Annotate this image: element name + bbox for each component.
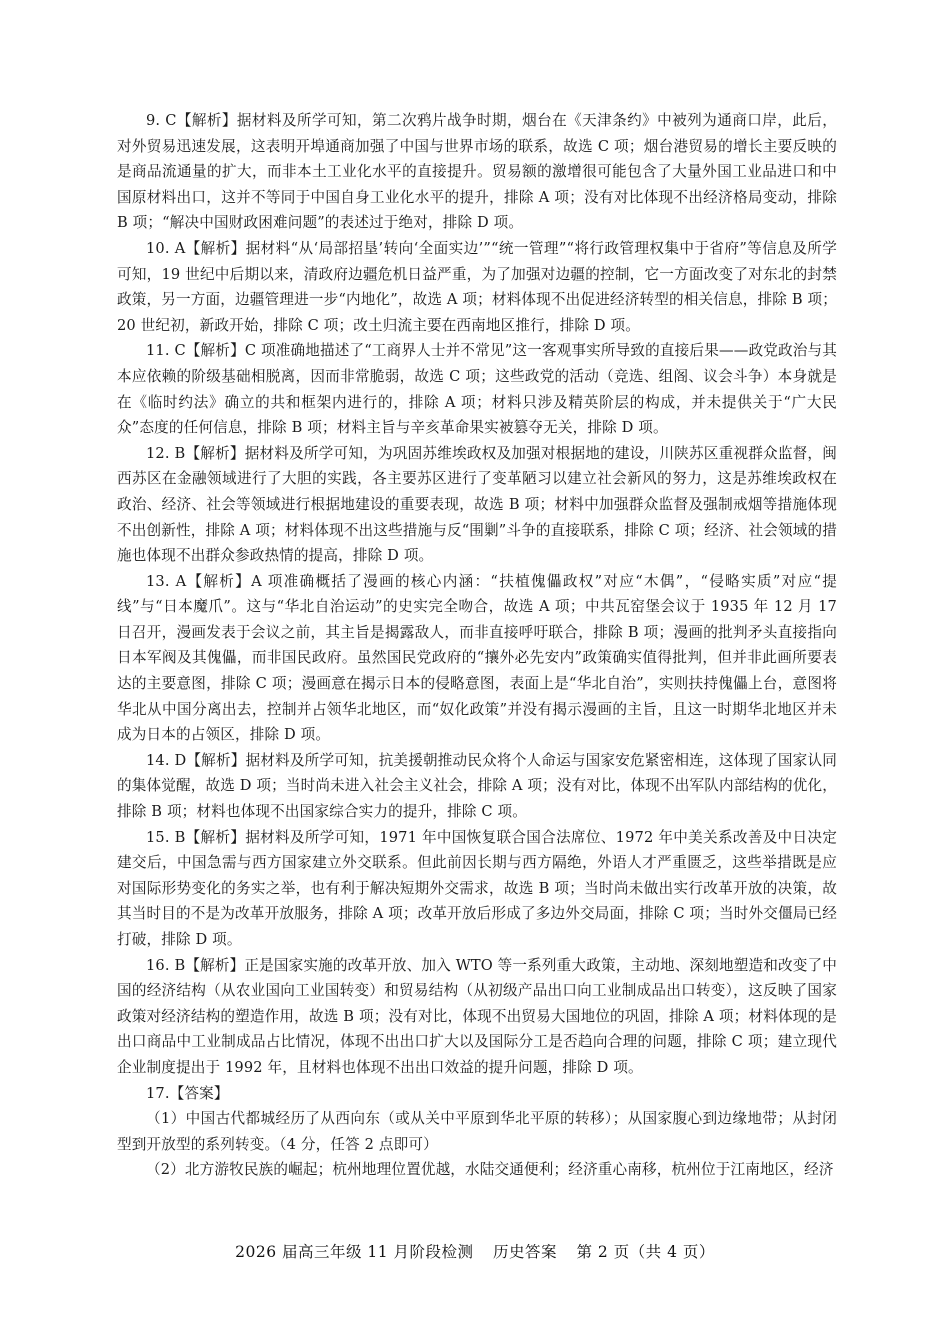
answer-body [117,108,837,1183]
answer-paragraph: 13. A【解析】A 项准确概括了漫画的核心内涵：“扶植傀儡政权”对应“木偶”，“侵略实质”对应“提线”与“日本魔爪”。这与“华北自治运动”的史实完全吻合，故选 A 项；中共瓦窑堡会议于 1935 年 12 月 17 日召开，漫画发表于会议之前，其主旨是揭露敌人，而非直接呼吁联合，排除 B 项；漫画的批判矛头直接指向日本军阀及其傀儡，而非国民政府。虽然国民党政府的“攘外必先安内”政策确实值得批判，但并非此画所要表达的主要意图，排除 C 项；漫画意在揭示日本的侵略意图，表面上是“华北自治”，实则扶持傀儡上台，意图将华北从中国分离出去，控制并占领华北地区，而“奴化政策”并没有揭示漫画的主旨，且这一时期华北地区并未成为日本的占领区，排除 D 项。 [117,572,837,744]
page-footer [0,1240,950,1262]
answer-paragraph: 9. C【解析】据材料及所学可知，第二次鸦片战争时期，烟台在《天津条约》中被列为通商口岸，此后，对外贸易迅速发展，这表明开埠通商加强了中国与世界市场的联系，故选 C 项；烟台港贸易的增长主要反映的是商品流通量的扩大，而非本土工业化水平的直接提升。贸易额的激增很可能包含了大量外国工业品进口和中国原材料出口，这并不等同于中国自身工业化水平的提升，排除 A 项；没有对比体现不出经济格局变动，排除 B 项；“解决中国财政困难问题”的表述过于绝对，排除 D 项。 [117,112,837,232]
answer-heading: 17.【答案】 [146,1084,229,1102]
footer-page-number: 第 2 页（共 4 页） [576,1243,715,1261]
footer-subject: 历史答案 [493,1243,558,1261]
answer-paragraph: 10. A【解析】据材料“从‘局部招垦’转向‘全面实边’”“统一管理”“将行政管理权集中于省府”等信息及所学可知，19 世纪中后期以来，清政府边疆危机日益严重，为了加强对边疆的控制，它一方面改变了对东北的封禁政策，另一方面，边疆管理进一步“内地化”，故选 A 项；材料体现不出促进经济转型的相关信息，排除 B 项；20 世纪初，新政开始，排除 C 项；改土归流主要在西南地区推行，排除 D 项。 [117,239,837,334]
answer-paragraph: 12. B【解析】据材料及所学可知，为巩固苏维埃政权及加强对根据地的建设，川陕苏区重视群众监督，闽西苏区在金融领域进行了大胆的实践，各主要苏区进行了变革陋习以建立社会新风的努力，这是苏维埃政权在政治、经济、社会等领域进行根据地建设的重要表现，故选 B 项；材料中加强群众监督及强制戒烟等措施体现不出创新性，排除 A 项；材料体现不出这些措施与反“围剿”斗争的直接联系，排除 C 项；经济、社会领域的措施也体现不出群众参政热情的提高，排除 D 项。 [117,444,837,565]
answer-paragraph: （1）中国古代都城经历了从西向东（或从关中平原到华北平原的转移）；从国家腹心到边缘地带；从封闭型到开放型的系列转变。（4 分，任答 2 点即可） [117,1110,837,1153]
footer-exam-title: 2026 届高三年级 11 月阶段检测 [235,1243,474,1261]
answer-paragraph: 14. D【解析】据材料及所学可知，抗美援朝推动民众将个人命运与国家安危紧密相连，这体现了国家认同的集体觉醒，故选 D 项；当时尚未进入社会主义社会，排除 A 项；没有对比，体现不出军队内部结构的优化，排除 B 项；材料也体现不出国家综合实力的提升，排除 C 项。 [117,751,837,821]
answer-paragraph: 15. B【解析】据材料及所学可知，1971 年中国恢复联合国合法席位、1972 年中美关系改善及中日决定建交后，中国急需与西方国家建立外交联系。但此前因长期与西方隔绝，外语人才严重匮乏，这些举措既是应对国际形势变化的务实之举，也有利于解决短期外交需求，故选 B 项；当时尚未做出实行改革开放的决策，故其当时目的不是为改革开放服务，排除 A 项；改革开放后形成了多边外交局面，排除 C 项；当时外交僵局已经打破，排除 D 项。 [117,828,837,948]
answer-paragraph: （2）北方游牧民族的崛起；杭州地理位置优越，水陆交通便利；经济重心南移，杭州位于江南地区，经济 [146,1161,834,1179]
answer-paragraph: 16. B【解析】正是国家实施的改革开放、加入 WTO 等一系列重大政策，主动地、深刻地塑造和改变了中国的经济结构（从农业国向工业国转变）和贸易结构（从初级产品出口向工业制成品出口转变），这反映了国家政策对经济结构的塑造作用，故选 B 项；没有对比，体现不出贸易大国地位的巩固，排除 A 项；材料体现的是出口商品中工业制成品占比情况，体现不出出口扩大以及国际分工是否趋向合理的问题，排除 C 项；建立现代企业制度提出于 1992 年，且材料也体现不出出口效益的提升问题，排除 D 项。 [117,956,837,1076]
answer-paragraph: 11. C【解析】C 项准确地描述了“工商界人士并不常见”这一客观事实所导致的直接后果——政党政治与其本应依赖的阶级基础相脱离，因而非常脆弱，故选 C 项；这些政党的活动（竞选、组阁、议会斗争）本身就是在《临时约法》确立的共和框架内进行的，排除 A 项；材料只涉及精英阶层的构成，并未提供关于“广大民众”态度的任何信息，排除 B 项；材料主旨与辛亥革命果实被篡夺无关，排除 D 项。 [117,342,837,437]
